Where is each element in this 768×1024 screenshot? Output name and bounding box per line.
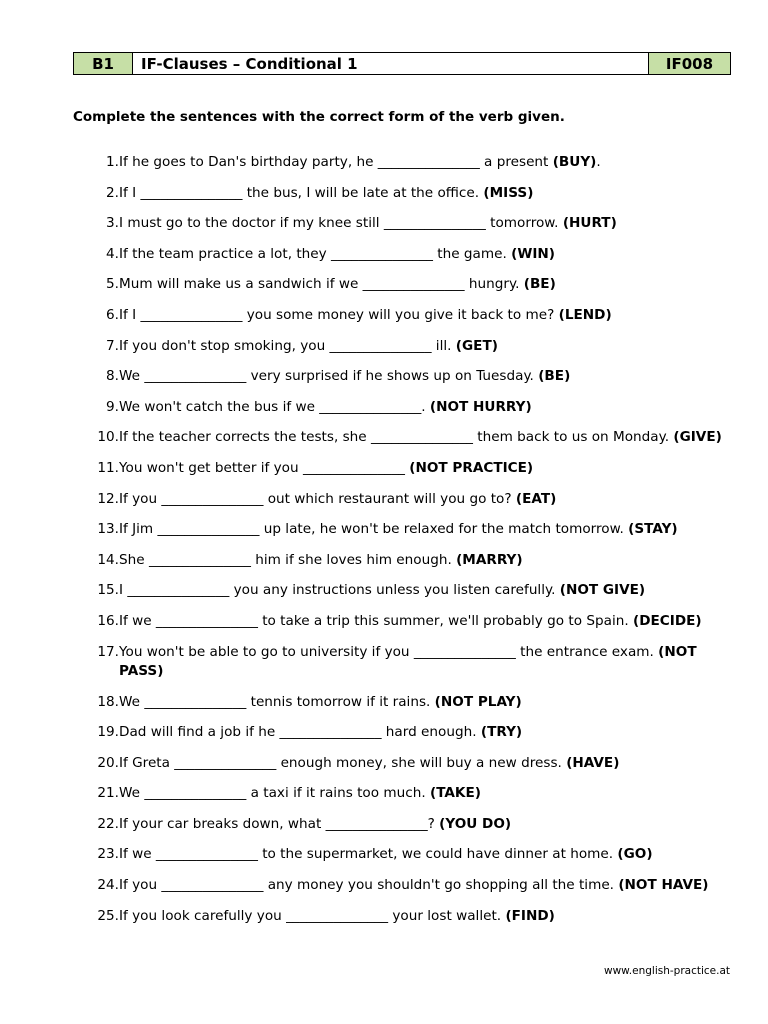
item-sentence <box>119 367 744 386</box>
item-number: 1. <box>106 154 119 170</box>
answer-blank[interactable]: _______________ <box>329 337 432 354</box>
verb-hint: (TRY) <box>480 724 523 741</box>
sentence-end: enough money, she will buy a new dress. <box>276 754 567 771</box>
sentence-end: you some money will you give it back to me? <box>242 306 559 323</box>
item-number: 25. <box>97 907 119 924</box>
sentence-start: Dad will find a job if he <box>119 724 280 741</box>
sentence-start: If we <box>119 612 156 629</box>
level-badge: B1 <box>74 53 133 74</box>
answer-blank[interactable]: _______________ <box>144 785 247 802</box>
sentence-start: If I <box>119 184 141 201</box>
sentence-start: If you <box>119 877 162 894</box>
verb-hint: (NOT PRACTICE) <box>409 459 534 476</box>
answer-blank[interactable]: _______________ <box>127 582 230 599</box>
sentence-punctuation: . <box>596 154 601 170</box>
item-number: 17. <box>97 643 119 660</box>
sentence-start: If I <box>119 306 141 323</box>
sentence-end: very surprised if he shows up on Tuesday. <box>246 368 539 385</box>
item-number: 2. <box>106 184 119 201</box>
answer-blank[interactable]: _______________ <box>319 398 422 415</box>
item-sentence <box>119 184 744 203</box>
verb-hint: (FIND) <box>505 907 555 924</box>
sentence-end: tomorrow. <box>485 215 563 232</box>
verb-hint: (NOT GIVE) <box>559 582 646 599</box>
exercise-item <box>94 428 744 447</box>
sentence-start: We <box>119 693 145 710</box>
item-sentence <box>119 520 744 539</box>
verb-hint: (EAT) <box>515 490 557 507</box>
answer-blank[interactable]: _______________ <box>302 459 405 476</box>
sentence-end: your lost wallet. <box>388 907 506 924</box>
sentence-start: I <box>119 582 128 599</box>
exercise-item <box>94 153 744 172</box>
item-number: 10. <box>97 429 119 446</box>
verb-hint: (NOT HAVE) <box>618 877 709 894</box>
item-number: 3. <box>106 215 119 232</box>
sentence-end: you any instructions unless you listen carefully. <box>229 582 560 599</box>
sentence-end: tennis tomorrow if it rains. <box>246 693 435 710</box>
sentence-end: to take a trip this summer, we'll probably go to Spain. <box>257 612 634 629</box>
item-sentence <box>119 306 744 325</box>
sentence-start: If he goes to Dan's birthday party, he <box>119 154 378 170</box>
item-sentence <box>119 784 744 803</box>
sentence-end: the bus, I will be late at the office. <box>242 184 484 201</box>
exercise-item <box>94 612 744 631</box>
sentence-start: You won't get better if you <box>119 459 303 476</box>
exercise-item <box>94 459 744 478</box>
sentence-end: out which restaurant will you go to? <box>263 490 516 507</box>
exercise-item <box>94 367 744 386</box>
verb-hint: (STAY) <box>628 521 678 538</box>
exercise-item <box>94 398 744 417</box>
verb-hint: (BE) <box>538 368 571 385</box>
item-number: 11. <box>97 459 119 476</box>
item-sentence <box>119 815 744 834</box>
item-sentence <box>119 876 744 895</box>
worksheet-code: IF008 <box>649 53 730 74</box>
exercise-item <box>94 907 744 926</box>
answer-blank[interactable]: _______________ <box>370 429 473 446</box>
item-sentence <box>119 643 744 681</box>
sentence-start: We won't catch the bus if we <box>119 398 320 415</box>
item-sentence <box>119 754 744 773</box>
sentence-start: If the team practice a lot, they <box>119 245 332 262</box>
item-number: 22. <box>97 815 119 832</box>
verb-hint: (MARRY) <box>456 551 523 568</box>
answer-blank[interactable]: _______________ <box>144 693 247 710</box>
exercise-item <box>94 643 744 681</box>
sentence-start: We <box>119 368 145 385</box>
exercise-item <box>94 815 744 834</box>
item-sentence <box>119 245 744 264</box>
item-number: 6. <box>106 306 119 323</box>
exercise-item <box>94 275 744 294</box>
worksheet-title: IF-Clauses – Conditional 1 <box>133 53 649 74</box>
item-sentence <box>119 337 744 356</box>
answer-blank[interactable]: _______________ <box>174 754 277 771</box>
sentence-start: I must go to the doctor if my knee still <box>119 215 384 232</box>
exercise-item <box>94 845 744 864</box>
exercise-list <box>94 153 744 937</box>
item-sentence <box>119 153 744 172</box>
sentence-end: any money you shouldn't go shopping all the time. <box>263 877 619 894</box>
item-number: 14. <box>97 551 119 568</box>
sentence-start: If you don't stop smoking, you <box>119 337 330 354</box>
item-number: 16. <box>97 612 119 629</box>
answer-blank[interactable]: _______________ <box>377 154 480 170</box>
exercise-item <box>94 337 744 356</box>
exercise-item <box>94 184 744 203</box>
item-number: 24. <box>97 877 119 894</box>
answer-blank[interactable]: _______________ <box>325 815 428 832</box>
item-number: 20. <box>97 754 119 771</box>
exercise-item <box>94 876 744 895</box>
exercise-item <box>94 520 744 539</box>
item-sentence <box>119 398 744 417</box>
verb-hint: (LEND) <box>558 306 612 323</box>
footer-url: www.english-practice.at <box>603 965 730 977</box>
verb-hint: (HAVE) <box>566 754 620 771</box>
sentence-start: We <box>119 785 145 802</box>
item-sentence <box>119 428 744 447</box>
answer-blank[interactable]: _______________ <box>413 643 516 660</box>
exercise-item <box>94 723 744 742</box>
sentence-start: You won't be able to go to university if you <box>119 643 414 660</box>
item-sentence <box>119 907 744 926</box>
answer-blank[interactable]: _______________ <box>161 877 264 894</box>
sentence-start: If we <box>119 846 156 863</box>
sentence-end: the game. <box>432 245 512 262</box>
item-number: 8. <box>106 368 119 385</box>
exercise-item <box>94 551 744 570</box>
answer-blank[interactable]: _______________ <box>331 245 433 262</box>
exercise-item <box>94 306 744 325</box>
sentence-start: She <box>119 551 149 568</box>
item-sentence <box>119 459 744 478</box>
answer-blank[interactable]: _______________ <box>362 276 465 293</box>
answer-blank[interactable]: _______________ <box>161 490 264 507</box>
exercise-item <box>94 581 744 600</box>
item-number: 13. <box>97 521 119 538</box>
verb-hint: (MISS) <box>483 184 534 201</box>
item-number: 19. <box>97 724 119 741</box>
answer-blank[interactable]: _______________ <box>144 368 247 385</box>
sentence-end: to the supermarket, we could have dinner at home. <box>257 846 618 863</box>
sentence-end: them back to us on Monday. <box>472 429 674 446</box>
sentence-start: If you <box>119 490 162 507</box>
sentence-end: the entrance exam. <box>515 643 659 660</box>
item-sentence <box>119 581 744 600</box>
sentence-start: If your car breaks down, what <box>119 815 326 832</box>
sentence-end: a present <box>479 154 553 170</box>
verb-hint: (NOT HURRY) <box>429 398 532 415</box>
sentence-end: hard enough. <box>381 724 481 741</box>
verb-hint: (NOT PASS) <box>119 643 697 679</box>
exercise-item <box>94 214 744 233</box>
verb-hint: (BUY) <box>552 154 597 170</box>
item-number: 15. <box>97 582 119 599</box>
verb-hint: (WIN) <box>511 245 555 262</box>
sentence-start: If Greta <box>119 754 175 771</box>
sentence-end: up late, he won't be relaxed for the match tomorrow. <box>259 521 629 538</box>
item-number: 9. <box>106 398 119 415</box>
sentence-end: a taxi if it rains too much. <box>246 785 430 802</box>
exercise-item <box>94 693 744 712</box>
sentence-end: ? <box>427 815 440 832</box>
answer-blank[interactable]: _______________ <box>155 612 258 629</box>
item-sentence <box>119 490 744 509</box>
item-sentence <box>119 551 744 570</box>
verb-hint: (GIVE) <box>673 429 722 446</box>
answer-blank[interactable]: _______________ <box>383 215 486 232</box>
item-number: 12. <box>97 490 119 507</box>
sentence-start: If Jim <box>119 521 158 538</box>
exercise-item <box>94 754 744 773</box>
item-sentence <box>119 275 744 294</box>
item-sentence <box>119 612 744 631</box>
verb-hint: (YOU DO) <box>439 815 512 832</box>
verb-hint: (TAKE) <box>429 785 481 802</box>
exercise-item <box>94 245 744 264</box>
answer-blank[interactable]: _______________ <box>148 551 251 568</box>
answer-blank[interactable]: _______________ <box>140 306 243 323</box>
item-sentence <box>119 845 744 864</box>
answer-blank[interactable]: _______________ <box>157 521 260 538</box>
answer-blank[interactable]: _______________ <box>279 724 382 741</box>
sentence-start: Mum will make us a sandwich if we <box>119 276 363 293</box>
sentence-start: If you look carefully you <box>119 907 287 924</box>
verb-hint: (GO) <box>617 846 653 863</box>
exercise-item <box>94 490 744 509</box>
item-number: 4. <box>106 245 119 262</box>
verb-hint: (DECIDE) <box>633 612 702 629</box>
answer-blank[interactable]: _______________ <box>155 846 258 863</box>
verb-hint: (GET) <box>455 337 498 354</box>
sentence-end: ill. <box>431 337 456 354</box>
answer-blank[interactable]: _______________ <box>286 907 389 924</box>
item-sentence <box>119 693 744 712</box>
item-number: 7. <box>106 337 119 354</box>
sentence-end: him if she loves him enough. <box>250 551 457 568</box>
verb-hint: (NOT PLAY) <box>434 693 522 710</box>
item-number: 5. <box>106 276 119 293</box>
item-sentence <box>119 214 744 233</box>
item-number: 23. <box>97 846 119 863</box>
worksheet-header <box>73 52 731 75</box>
item-number: 18. <box>97 693 119 710</box>
verb-hint: (BE) <box>523 276 556 293</box>
sentence-end: . <box>421 398 430 415</box>
exercise-item <box>94 784 744 803</box>
instructions: Complete the sentences with the correct form of the verb given. <box>73 109 565 125</box>
answer-blank[interactable]: _______________ <box>140 184 243 201</box>
sentence-start: If the teacher corrects the tests, she <box>119 429 371 446</box>
item-number: 21. <box>97 785 119 802</box>
sentence-end: hungry. <box>464 276 524 293</box>
verb-hint: (HURT) <box>562 215 617 232</box>
item-sentence <box>119 723 744 742</box>
